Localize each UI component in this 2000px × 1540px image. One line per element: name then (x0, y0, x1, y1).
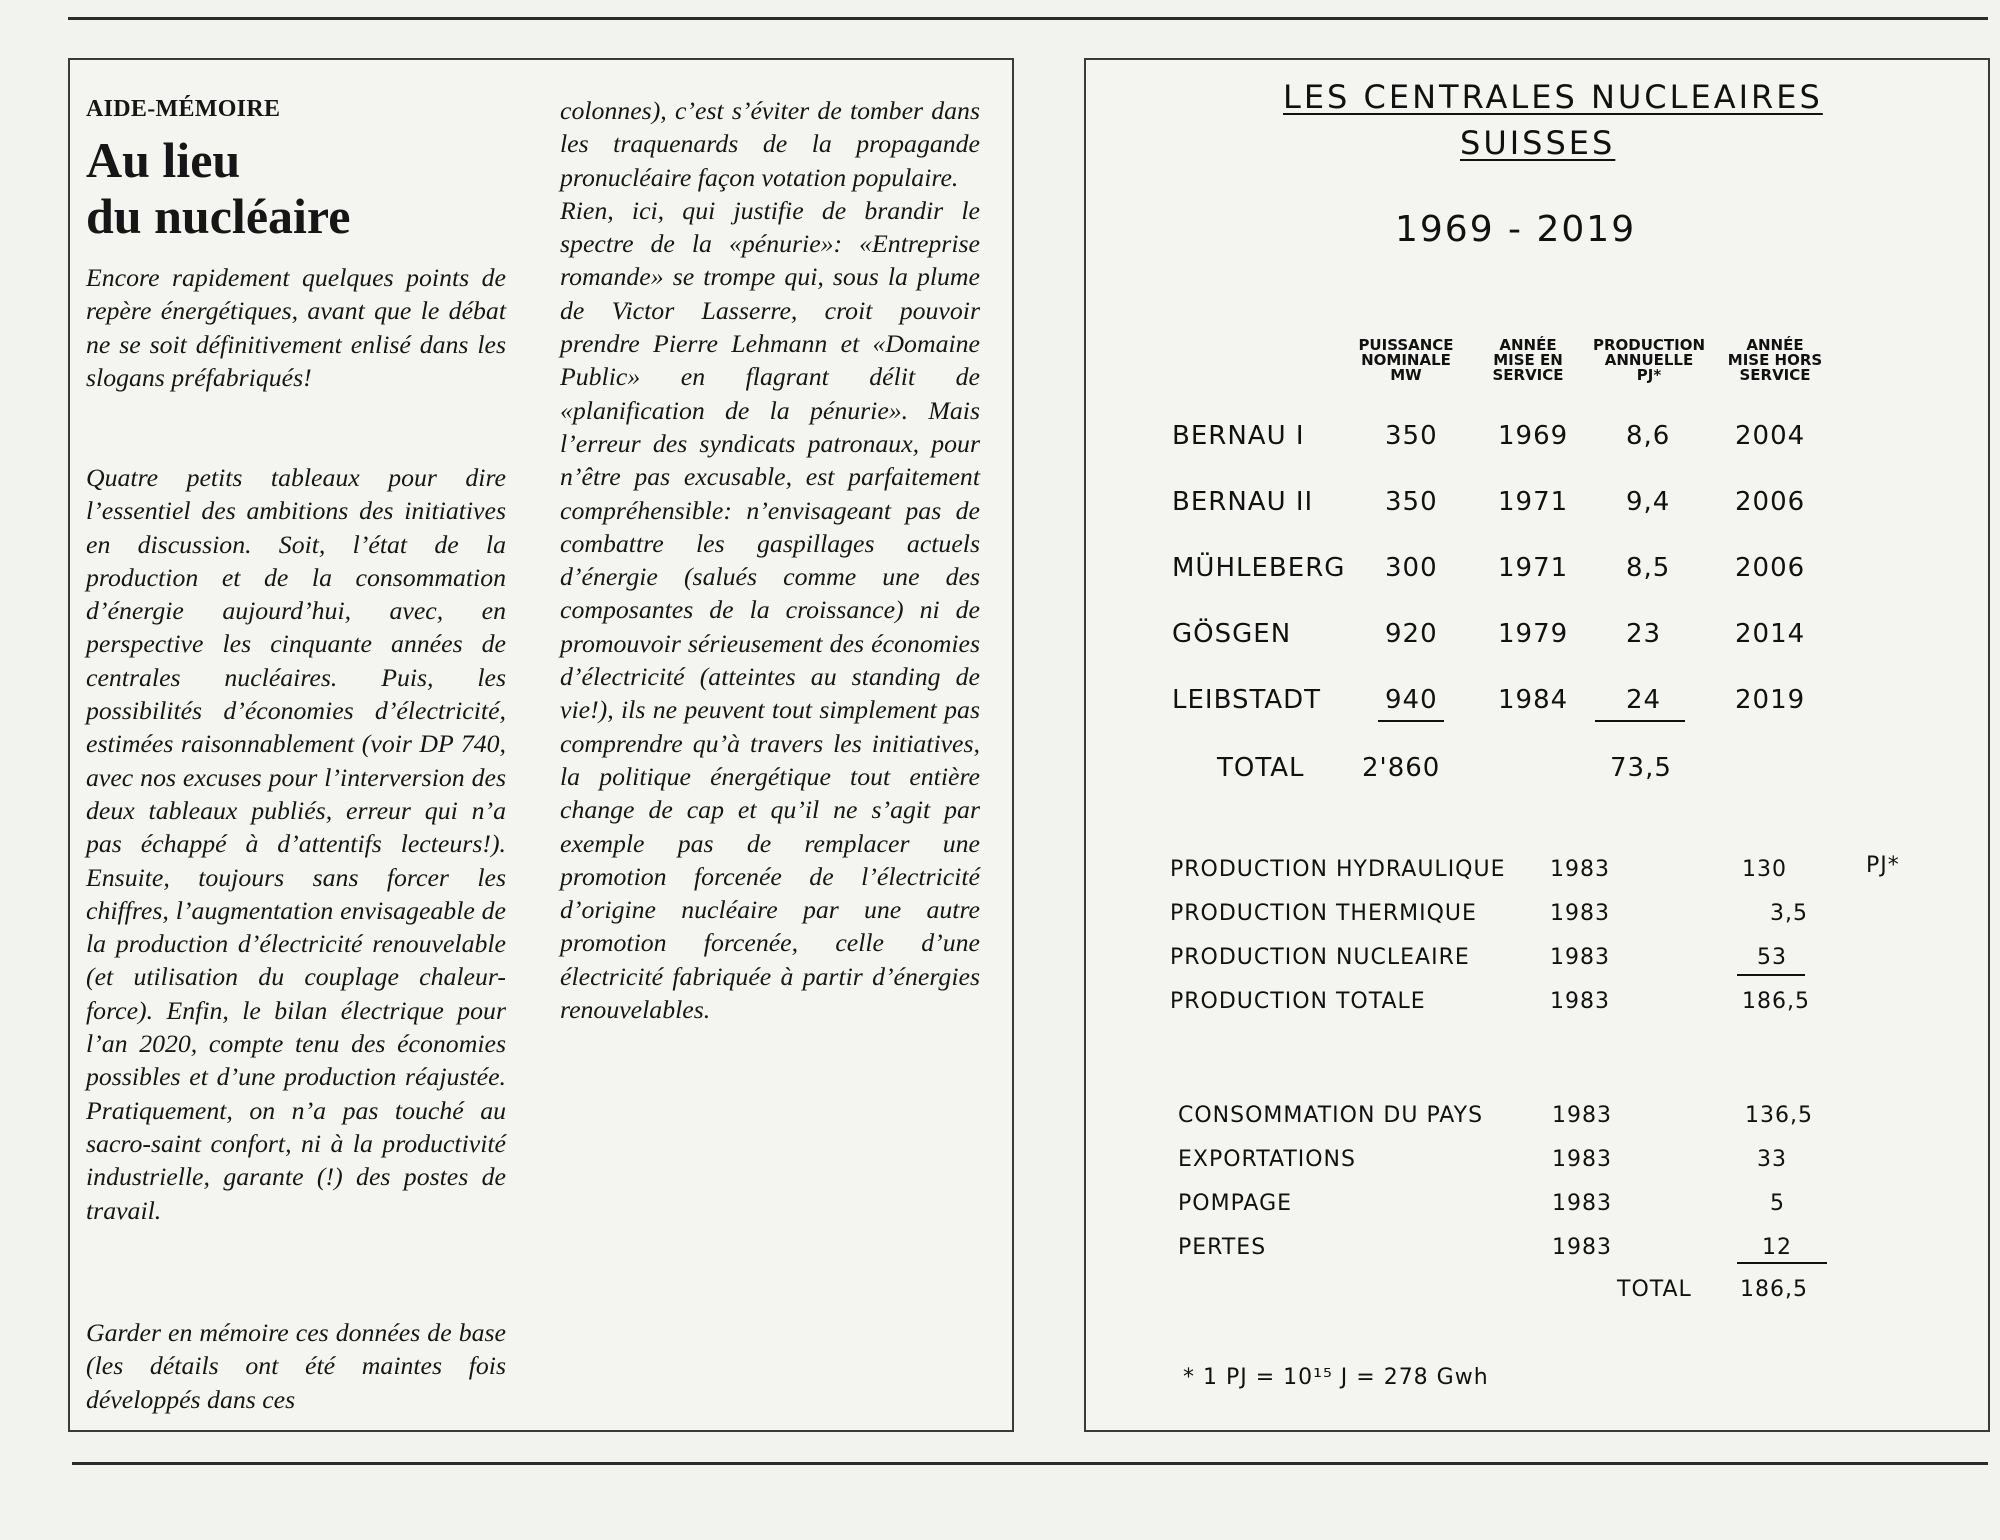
consumption-sum-underline (1737, 1262, 1827, 1264)
article-paragraph-memory: Garder en mémoire ces données de base (les détails ont été maintes fois développés dans ces (86, 1318, 506, 1414)
plant-production: 8,6 (1626, 421, 1671, 451)
article-headline (86, 132, 350, 244)
consumption-year: 1983 (1552, 1103, 1612, 1128)
header-puissance: PUISSANCE NOMINALE MW (1358, 336, 1454, 384)
article-paragraph-tables: Quatre petits tableaux pour dire l’essentiel des ambitions des initiatives en discussion. Soit, l’état de la production et de la consommation d’énergie aujourd’hui, avec, en perspective les cinquante années de centrales nucléaires. Puis, les possibilités d’économies d’électricité, estimées raisonnablement (voir DP 740, avec nos excuses pour l’interversion des deux tableaux publiés, erreur qui n’a pas échappé à d’attentifs lecteurs!). Ensuite, toujours sans forcer les chiffres, l’augmentation envisageable de la production d’électricité renouvelable (et utilisation du couplage chaleur-force). Enfin, le bilan électrique pour l’an 2020, compte tenu des économies possibles et d’une production réajustée. Pratiquement, on n’a pas touché au sacro-saint confort, ni à la productivité industrielle, garante (!) des postes de travail. (86, 463, 506, 1225)
footnote-pj: * 1 PJ = 10¹⁵ J = 278 Gwh (1183, 1365, 1489, 1390)
sum-underline-mw (1378, 720, 1444, 722)
production-value: 186,5 (1742, 989, 1810, 1014)
plants-total-mw: 2'860 (1362, 753, 1441, 783)
table-period: 1969 - 2019 (1395, 209, 1637, 250)
consumption-year: 1983 (1552, 1235, 1612, 1260)
plant-mw: 350 (1385, 421, 1438, 451)
production-label: PRODUCTION HYDRAULIQUE (1170, 857, 1506, 882)
consumption-label: POMPAGE (1178, 1191, 1293, 1216)
production-unit: PJ* (1866, 853, 1900, 878)
bottom-rule (72, 1462, 1988, 1465)
production-year: 1983 (1550, 989, 1610, 1014)
plant-end-year: 2014 (1735, 619, 1806, 649)
plant-end-year: 2006 (1735, 487, 1806, 517)
table-title-line-2: SUISSES (1460, 124, 1616, 162)
plant-production: 8,5 (1626, 553, 1671, 583)
plant-production: 23 (1626, 619, 1662, 649)
nuclear-table-box (1084, 58, 1990, 1432)
header-annee-hors-service: ANNÉE MISE HORS SERVICE (1727, 336, 1823, 384)
plants-total-pj: 73,5 (1610, 753, 1672, 783)
production-label: PRODUCTION THERMIQUE (1170, 901, 1477, 926)
plant-start-year: 1984 (1498, 685, 1569, 715)
consumption-label: CONSOMMATION DU PAYS (1178, 1103, 1484, 1128)
plant-start-year: 1969 (1498, 421, 1569, 451)
plant-mw: 350 (1385, 487, 1438, 517)
consumption-total-label: TOTAL (1617, 1277, 1692, 1302)
plant-name: BERNAU II (1172, 487, 1314, 517)
article-kicker: AIDE-MÉMOIRE (86, 96, 281, 122)
consumption-value: 5 (1770, 1191, 1785, 1216)
production-sum-underline (1737, 974, 1805, 976)
plant-end-year: 2006 (1735, 553, 1806, 583)
header-annee-service: ANNÉE MISE EN SERVICE (1492, 336, 1564, 384)
production-value: 3,5 (1770, 901, 1808, 926)
consumption-label: PERTES (1178, 1235, 1267, 1260)
headline-line-2: du nucléaire (86, 188, 351, 244)
plant-mw: 920 (1385, 619, 1438, 649)
plant-name: LEIBSTADT (1172, 685, 1322, 715)
top-rule (68, 17, 1988, 20)
table-title-line-1: LES CENTRALES NUCLEAIRES (1283, 78, 1823, 116)
production-year: 1983 (1550, 901, 1610, 926)
article-paragraph-intro: Encore rapidement quelques points de repère énergétiques, avant que le débat ne se soit définitivement enlisé dans les slogans préfabriqués! (86, 263, 506, 392)
plant-end-year: 2019 (1735, 685, 1806, 715)
consumption-value: 136,5 (1745, 1103, 1813, 1128)
consumption-year: 1983 (1552, 1191, 1612, 1216)
consumption-value: 33 (1757, 1147, 1787, 1172)
consumption-total-value: 186,5 (1740, 1277, 1808, 1302)
plant-start-year: 1979 (1498, 619, 1569, 649)
production-year: 1983 (1550, 857, 1610, 882)
article-paragraph-continued: colonnes), c’est s’éviter de tomber dans les traquenards de la propagande pronucléaire façon votation populaire. (560, 96, 980, 192)
production-value: 53 (1757, 945, 1787, 970)
production-label: PRODUCTION TOTALE (1170, 989, 1426, 1014)
plant-production: 24 (1626, 685, 1662, 715)
article-paragraph-penurie: Rien, ici, qui justifie de brandir le spectre de la «pénurie»: «Entreprise romande» se trompe qui, sous la plume de Victor Lasserre, croit pouvoir prendre Pierre Lehmann et «Domaine Public» en flagrant délit de «planification de la pénurie». Mais l’erreur des syndicats patronaux, pour n’être pas excusable, est parfaitement compréhensible: n’envisageant pas de combattre les gaspillages actuels d’énergie (salués comme une des composantes de la croissance) ni de promouvoir sérieusement des économies d’électricité (atteintes au standing de vie!), ils ne peuvent tout simplement pas comprendre qu’à travers les initiatives, la politique énergétique tout entière change de cap et qu’il ne s’agit par exemple pas de remplacer une promotion forcenée de l’électricité d’origine nucléaire par une autre promotion forcenée, celle d’une électricité fabriquée à partir d’énergies renouvelables. (560, 195, 980, 1025)
plant-mw: 300 (1385, 553, 1438, 583)
consumption-value: 12 (1762, 1235, 1792, 1260)
headline-line-1: Au lieu (86, 132, 241, 188)
plant-start-year: 1971 (1498, 487, 1569, 517)
consumption-year: 1983 (1552, 1147, 1612, 1172)
header-production: PRODUCTION ANNUELLE PJ* (1592, 336, 1706, 384)
production-value: 130 (1742, 857, 1787, 882)
plants-total-label: TOTAL (1217, 753, 1305, 783)
plant-name: GÖSGEN (1172, 619, 1292, 649)
sum-underline-pj (1595, 720, 1685, 722)
plant-name: MÜHLEBERG (1172, 553, 1346, 583)
consumption-label: EXPORTATIONS (1178, 1147, 1356, 1172)
plant-mw: 940 (1385, 685, 1438, 715)
plant-end-year: 2004 (1735, 421, 1806, 451)
plant-production: 9,4 (1626, 487, 1671, 517)
article-column-2 (560, 94, 980, 1026)
production-year: 1983 (1550, 945, 1610, 970)
plant-name: BERNAU I (1172, 421, 1305, 451)
plant-start-year: 1971 (1498, 553, 1569, 583)
production-label: PRODUCTION NUCLEAIRE (1170, 945, 1470, 970)
